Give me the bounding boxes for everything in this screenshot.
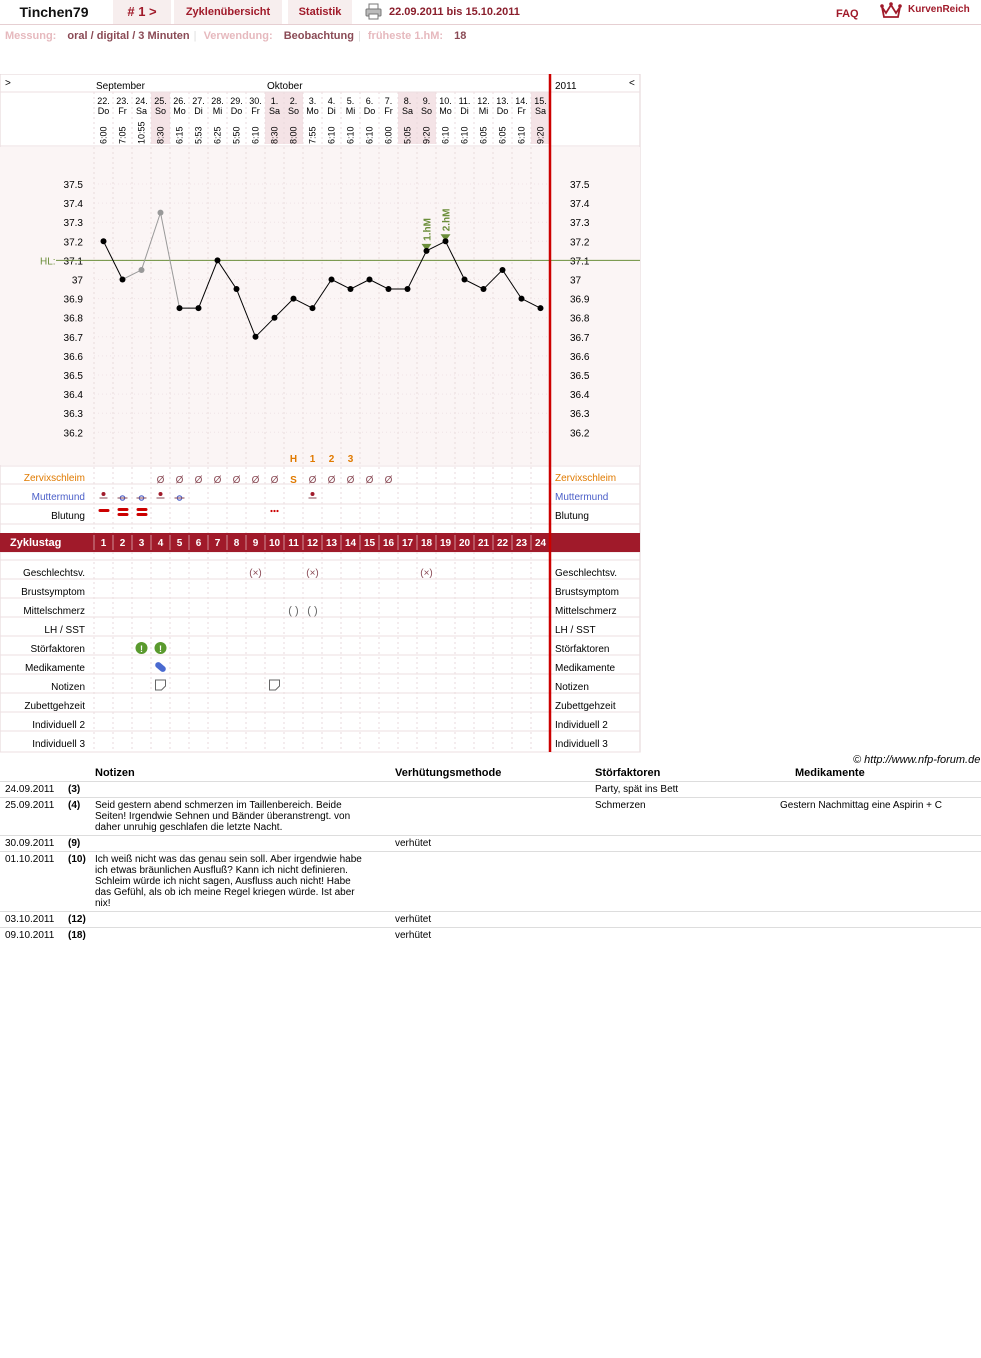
bleeding-mark bbox=[118, 513, 129, 516]
disturbance-exclamation: ! bbox=[140, 644, 143, 654]
notes-row bbox=[0, 851, 981, 912]
row-label-geschlechtsv: Geschlechtsv. bbox=[22, 568, 85, 579]
row-label-right-blutung: Blutung bbox=[555, 511, 589, 522]
day-label: 10. bbox=[439, 96, 452, 106]
temp-point bbox=[215, 257, 221, 263]
zyklustag-value: 17 bbox=[401, 538, 414, 549]
row-label-brustsymptom: Brustsymptom bbox=[21, 587, 85, 598]
cycle-chart bbox=[0, 74, 642, 754]
time-label: 6:00 bbox=[98, 126, 109, 144]
temp-point bbox=[253, 334, 259, 340]
time-label: 6:05 bbox=[497, 126, 508, 144]
note-method: verhütet bbox=[395, 914, 432, 925]
time-label: 6:10 bbox=[440, 126, 451, 144]
note-cycle-day: (18) bbox=[68, 930, 86, 941]
zyklustag-value: 23 bbox=[515, 538, 528, 549]
weekday-label: Sa bbox=[268, 106, 281, 116]
y-tick-right: 37.4 bbox=[570, 199, 590, 211]
zervix-value: Ø bbox=[251, 475, 260, 486]
temp-point bbox=[367, 277, 373, 283]
hl-label: HL: bbox=[40, 256, 56, 268]
weekday-label: Mi bbox=[212, 106, 223, 116]
note-method: verhütet bbox=[395, 930, 432, 941]
note-cycle-day: (4) bbox=[68, 800, 81, 811]
day-label: 5. bbox=[346, 96, 355, 106]
crown-logo-icon bbox=[880, 1, 902, 19]
time-label: 7:05 bbox=[117, 126, 128, 144]
weekday-label: Mi bbox=[345, 106, 356, 116]
temp-point bbox=[481, 286, 487, 292]
notes-header-methode: Verhütungsmethode bbox=[395, 767, 502, 779]
zyklustag-value: 22 bbox=[496, 538, 509, 549]
note-cycle-day: (10) bbox=[68, 854, 86, 865]
date-range: 22.09.2011 bis 15.10.2011 bbox=[389, 6, 520, 18]
y-tick-right: 37 bbox=[570, 275, 582, 287]
day-label: 4. bbox=[327, 96, 336, 106]
y-tick-right: 37.3 bbox=[570, 218, 590, 230]
zervix-value: Ø bbox=[327, 475, 336, 486]
copyright: © http://www.nfp-forum.de bbox=[853, 754, 981, 766]
zervix-value: Ø bbox=[232, 475, 241, 486]
row-label-blutung: Blutung bbox=[51, 511, 85, 522]
y-tick-right: 37.5 bbox=[570, 180, 590, 191]
note-date: 03.10.2011 bbox=[5, 914, 55, 925]
temp-point bbox=[101, 238, 107, 244]
zyklustag-value: 11 bbox=[288, 538, 299, 549]
note-stoerfaktor: Schmerzen bbox=[595, 800, 646, 811]
hm-label: 1.hM bbox=[422, 218, 434, 241]
note-date: 30.09.2011 bbox=[5, 838, 55, 849]
zyklustag-value: 9 bbox=[252, 538, 259, 549]
weekday-label: Di bbox=[460, 106, 469, 116]
y-tick-left: 36.4 bbox=[63, 390, 83, 402]
notes-row bbox=[0, 911, 981, 928]
temp-point bbox=[139, 267, 145, 273]
time-label: 5:05 bbox=[402, 126, 413, 144]
printer-icon[interactable] bbox=[365, 3, 382, 20]
row-label-right-individuell3: Individuell 3 bbox=[555, 739, 608, 750]
weekday-label: Mo bbox=[173, 106, 186, 116]
note-date: 25.09.2011 bbox=[5, 800, 55, 811]
temp-point bbox=[386, 286, 392, 292]
row-label-right-zervix: Zervixschleim bbox=[555, 473, 617, 484]
row-label-mittelschmerz: Mittelschmerz bbox=[23, 606, 85, 617]
day-label: 7. bbox=[384, 96, 393, 106]
zyklustag-value: 2 bbox=[119, 538, 126, 549]
hm-label: 2.hM bbox=[441, 208, 453, 232]
temp-point bbox=[443, 238, 449, 244]
y-tick-left: 37.2 bbox=[63, 237, 83, 249]
top-bar bbox=[0, 0, 981, 25]
notes-header-notizen: Notizen bbox=[95, 767, 135, 779]
temp-point bbox=[405, 286, 411, 292]
muttermund-dot bbox=[159, 492, 163, 496]
day-label: 6. bbox=[365, 96, 374, 106]
weekday-label: Do bbox=[97, 106, 110, 116]
day-label: 25. bbox=[154, 96, 167, 106]
y-tick-right: 36.9 bbox=[570, 294, 590, 306]
info-bar: Messung: oral / digital / 3 Minuten | Verwendung: Beobachtung | früheste 1.hM: 18 bbox=[5, 30, 467, 42]
temp-point bbox=[310, 305, 316, 311]
temp-point bbox=[538, 305, 544, 311]
time-label: 6:10 bbox=[364, 126, 375, 144]
muttermund-dot bbox=[311, 492, 315, 496]
zervix-value: Ø bbox=[308, 475, 317, 486]
zyklustag-value: 20 bbox=[458, 538, 471, 549]
bleeding-mark bbox=[99, 509, 110, 512]
temp-point bbox=[196, 305, 202, 311]
zervix-value: Ø bbox=[213, 475, 222, 486]
day-label: 9. bbox=[422, 96, 431, 106]
faq-link[interactable]: FAQ bbox=[836, 8, 859, 20]
temperature-area bbox=[0, 147, 640, 465]
zervix-value: Ø bbox=[194, 475, 203, 486]
row-label-right-zubettgehzeit: Zubettgehzeit bbox=[555, 701, 616, 712]
mittelschmerz-mark: ( ) bbox=[288, 605, 299, 617]
note-text: Seid gestern abend schmerzen im Taillenbereich. Beide Seiten! Irgendwie Sehnen und Bänder überanstrengt. von daher unruhig geschlafen die letzte Nacht. bbox=[95, 800, 351, 833]
weekday-label: Do bbox=[363, 106, 376, 116]
day-label: 11. bbox=[458, 96, 471, 106]
y-tick-left: 37.4 bbox=[63, 199, 83, 211]
intercourse-mark: (×) bbox=[249, 568, 262, 579]
day-label: 24. bbox=[135, 96, 148, 106]
notes-header-medikamente: Medikamente bbox=[795, 767, 865, 779]
weekday-label: Mo bbox=[306, 106, 319, 116]
zyklustag-value: 13 bbox=[325, 538, 338, 549]
weekday-label: So bbox=[287, 106, 300, 116]
row-label-right-brustsymptom: Brustsymptom bbox=[555, 587, 619, 598]
nav-next-button[interactable]: < bbox=[629, 78, 635, 89]
messung-label: Messung: bbox=[5, 30, 57, 42]
y-tick-right: 37.1 bbox=[570, 256, 590, 268]
spotting-dot bbox=[276, 510, 278, 512]
weekday-label: Do bbox=[230, 106, 243, 116]
y-tick-left: 37.3 bbox=[63, 218, 83, 230]
temp-point bbox=[500, 267, 506, 273]
month-label: Oktober bbox=[267, 81, 303, 92]
temp-point bbox=[158, 210, 164, 216]
note-medikament: Gestern Nachmittag eine Aspirin + C bbox=[780, 800, 943, 811]
time-label: 9:20 bbox=[421, 126, 432, 144]
temp-point bbox=[519, 296, 525, 302]
weekday-label: So bbox=[420, 106, 433, 116]
day-label: 27. bbox=[192, 96, 205, 106]
note-stoerfaktor: Party, spät ins Bett bbox=[595, 784, 679, 795]
row-label-notizen: Notizen bbox=[51, 682, 85, 693]
row-label-right-individuell2: Individuell 2 bbox=[555, 720, 608, 731]
y-tick-left: 36.6 bbox=[63, 351, 83, 363]
y-tick-right: 36.8 bbox=[570, 313, 590, 325]
note-date: 09.10.2011 bbox=[5, 930, 55, 941]
day-label: 13. bbox=[496, 96, 509, 106]
notes-row bbox=[0, 781, 981, 798]
zervix-value: Ø bbox=[270, 475, 279, 486]
weekday-label: So bbox=[154, 106, 167, 116]
intercourse-mark: (×) bbox=[306, 568, 319, 579]
temp-point bbox=[120, 277, 126, 283]
zyklustag-value: 4 bbox=[157, 538, 164, 549]
time-label: 10:55 bbox=[136, 121, 147, 144]
year-label: 2011 bbox=[555, 81, 577, 92]
time-label: 5:50 bbox=[231, 126, 242, 144]
row-label-muttermund: Muttermund bbox=[31, 492, 85, 503]
zervix-value: Ø bbox=[365, 475, 374, 486]
note-date: 24.09.2011 bbox=[5, 784, 55, 795]
spotting-dot bbox=[273, 510, 275, 512]
y-tick-left: 37.5 bbox=[63, 180, 83, 191]
hm-value: 18 bbox=[454, 30, 467, 42]
mittelschmerz-mark: ( ) bbox=[307, 605, 318, 617]
time-label: 6:25 bbox=[212, 126, 223, 144]
time-label: 8:00 bbox=[288, 126, 299, 144]
weekday-label: Di bbox=[194, 106, 203, 116]
zyklustag-value: 10 bbox=[268, 538, 281, 549]
y-tick-right: 36.3 bbox=[570, 409, 590, 421]
time-label: 6:10 bbox=[326, 126, 337, 144]
verwendung-label: Verwendung: bbox=[203, 30, 273, 42]
hm-label: früheste 1.hM: bbox=[367, 30, 444, 42]
day-label: 14. bbox=[515, 96, 528, 106]
row-label-medikamente: Medikamente bbox=[24, 663, 85, 674]
weekday-label: Di bbox=[327, 106, 336, 116]
weekday-label: Fr bbox=[517, 106, 526, 116]
row-label-zyklustag: Zyklustag bbox=[10, 537, 62, 549]
day-label: 15. bbox=[534, 96, 547, 106]
note-method: verhütet bbox=[395, 838, 432, 849]
y-tick-left: 36.5 bbox=[63, 371, 83, 382]
month-label: September bbox=[96, 81, 145, 92]
note-cycle-day: (12) bbox=[68, 914, 86, 925]
tab-zyklenuebersicht[interactable]: Zyklenübersicht bbox=[174, 0, 282, 24]
note-date: 01.10.2011 bbox=[5, 854, 55, 865]
zyklustag-value: 21 bbox=[477, 538, 490, 549]
muttermund-dot bbox=[102, 492, 106, 496]
time-label: 6:10 bbox=[250, 126, 261, 144]
row-label-zubettgehzeit: Zubettgehzeit bbox=[24, 701, 85, 712]
verwendung-value: Beobachtung bbox=[283, 30, 354, 42]
zyklustag-value: 19 bbox=[439, 538, 452, 549]
zyklustag-value: 5 bbox=[176, 538, 183, 549]
y-tick-right: 37.2 bbox=[570, 237, 590, 249]
y-tick-left: 36.2 bbox=[63, 428, 83, 440]
day-label: 22. bbox=[97, 96, 110, 106]
y-tick-right: 36.5 bbox=[570, 371, 590, 382]
day-label: 29. bbox=[230, 96, 243, 106]
nav-prev-button[interactable]: > bbox=[5, 78, 11, 89]
weekday-label: Mo bbox=[439, 106, 452, 116]
row-label-right-notizen: Notizen bbox=[555, 682, 589, 693]
kurvenreich-logo[interactable] bbox=[880, 1, 980, 21]
zyklustag-value: 1 bbox=[100, 538, 107, 549]
day-label: 28. bbox=[211, 96, 224, 106]
note-cycle-day: (3) bbox=[68, 784, 81, 795]
cervix-peak-marker: 2 bbox=[328, 454, 335, 465]
y-tick-left: 36.3 bbox=[63, 409, 83, 421]
zyklustag-value: 14 bbox=[344, 538, 357, 549]
time-label: 8:30 bbox=[155, 126, 166, 144]
bleeding-mark bbox=[137, 508, 148, 511]
row-label-right-muttermund: Muttermund bbox=[555, 492, 609, 503]
zyklustag-value: 8 bbox=[233, 538, 240, 549]
y-tick-left: 36.8 bbox=[63, 313, 83, 325]
zervix-value: Ø bbox=[384, 475, 393, 486]
bleeding-mark bbox=[118, 508, 129, 511]
note-cycle-day: (9) bbox=[68, 838, 81, 849]
logo-text: KurvenReich bbox=[908, 4, 970, 15]
day-label: 12. bbox=[477, 96, 490, 106]
time-label: 6:15 bbox=[174, 126, 185, 144]
zyklustag-value: 3 bbox=[138, 538, 145, 549]
weekday-label: Sa bbox=[135, 106, 148, 116]
temp-point bbox=[462, 277, 468, 283]
notes-row bbox=[0, 835, 981, 852]
weekday-label: Do bbox=[496, 106, 509, 116]
disturbance-exclamation: ! bbox=[159, 644, 162, 654]
temp-point bbox=[424, 248, 430, 254]
temp-point bbox=[272, 315, 278, 321]
row-label-right-mittelschmerz: Mittelschmerz bbox=[555, 606, 617, 617]
day-label: 3. bbox=[308, 96, 317, 106]
weekday-label: Sa bbox=[534, 106, 547, 116]
row-label-zervix: Zervixschleim bbox=[23, 473, 85, 484]
day-label: 23. bbox=[116, 96, 129, 106]
zervix-value: S bbox=[290, 475, 297, 486]
weekday-label: Fr bbox=[251, 106, 260, 116]
messung-value: oral / digital / 3 Minuten bbox=[67, 30, 190, 42]
y-tick-left: 37 bbox=[71, 275, 83, 287]
spotting-dot bbox=[270, 510, 272, 512]
time-label: 7:55 bbox=[307, 126, 318, 144]
notes-row bbox=[0, 797, 981, 836]
weekday-label: Sa bbox=[401, 106, 414, 116]
y-tick-left: 37.1 bbox=[63, 256, 83, 268]
notes-row bbox=[0, 927, 981, 944]
row-label-right-geschlechtsv: Geschlechtsv. bbox=[555, 568, 618, 579]
weekday-label: Fr bbox=[118, 106, 127, 116]
y-tick-right: 36.7 bbox=[570, 332, 590, 344]
y-tick-right: 36.4 bbox=[570, 390, 590, 402]
day-label: 26. bbox=[173, 96, 186, 106]
day-label: 30. bbox=[249, 96, 262, 106]
zyklustag-value: 15 bbox=[363, 538, 376, 549]
time-label: 8:30 bbox=[269, 126, 280, 144]
time-label: 6:10 bbox=[516, 126, 527, 144]
row-label-individuell3: Individuell 3 bbox=[32, 739, 85, 750]
temp-point bbox=[348, 286, 354, 292]
cervix-peak-marker: H bbox=[289, 454, 298, 465]
cervix-peak-marker: 1 bbox=[309, 454, 316, 465]
bleeding-mark bbox=[137, 513, 148, 516]
notes-header-stoerfaktoren: Störfaktoren bbox=[595, 767, 661, 779]
temp-point bbox=[329, 277, 335, 283]
weekday-label: Mi bbox=[478, 106, 489, 116]
zyklustag-value: 7 bbox=[214, 538, 221, 549]
row-label-right-medikamente: Medikamente bbox=[555, 663, 616, 674]
time-label: 5:53 bbox=[193, 126, 204, 144]
y-tick-right: 36.2 bbox=[570, 428, 590, 440]
weekday-label: Fr bbox=[384, 106, 393, 116]
zyklustag-value: 12 bbox=[306, 538, 319, 549]
note-text: Ich weiß nicht was das genau sein soll. Aber irgendwie habe ich etwas bräunlichen Ausfluß? Kann ich nicht definieren. Schleim würde ich nicht sagen, Ausfluss auch nicht! Habe das Gefühl, als ob ich meine Regel kriegen würde. Ist aber nix! bbox=[95, 854, 362, 909]
y-tick-left: 36.7 bbox=[63, 332, 83, 344]
zervix-value: Ø bbox=[156, 475, 165, 486]
intercourse-mark: (×) bbox=[420, 568, 433, 579]
row-label-lh_sst: LH / SST bbox=[44, 625, 85, 636]
time-label: 9:20 bbox=[535, 126, 546, 144]
zyklustag-value: 24 bbox=[534, 538, 547, 549]
zyklustag-value: 16 bbox=[382, 538, 395, 549]
row-label-right-stoerfaktoren: Störfaktoren bbox=[555, 644, 610, 655]
zyklustag-value: 18 bbox=[420, 538, 433, 549]
zervix-value: Ø bbox=[346, 475, 355, 486]
day-label: 1. bbox=[270, 96, 279, 106]
row-label-stoerfaktoren: Störfaktoren bbox=[30, 644, 85, 655]
temp-point bbox=[177, 305, 183, 311]
zervix-value: Ø bbox=[175, 475, 184, 486]
tab-statistik[interactable]: Statistik bbox=[288, 0, 352, 24]
time-label: 6:10 bbox=[345, 126, 356, 144]
row-label-right-lh_sst: LH / SST bbox=[555, 625, 596, 636]
row-label-individuell2: Individuell 2 bbox=[32, 720, 85, 731]
temp-point bbox=[291, 296, 297, 302]
y-tick-right: 36.6 bbox=[570, 351, 590, 363]
zyklustag-value: 6 bbox=[195, 538, 202, 549]
day-label: 2. bbox=[289, 96, 298, 106]
cervix-peak-marker: 3 bbox=[347, 454, 354, 465]
day-label: 8. bbox=[403, 96, 412, 106]
time-label: 6:10 bbox=[459, 126, 470, 144]
time-label: 6:00 bbox=[383, 126, 394, 144]
user-name: Tinchen79 bbox=[0, 0, 108, 24]
temp-point bbox=[234, 286, 240, 292]
time-label: 6:05 bbox=[478, 126, 489, 144]
y-tick-left: 36.9 bbox=[63, 294, 83, 306]
cycle-nav-tab[interactable]: # 1 > bbox=[113, 0, 171, 24]
